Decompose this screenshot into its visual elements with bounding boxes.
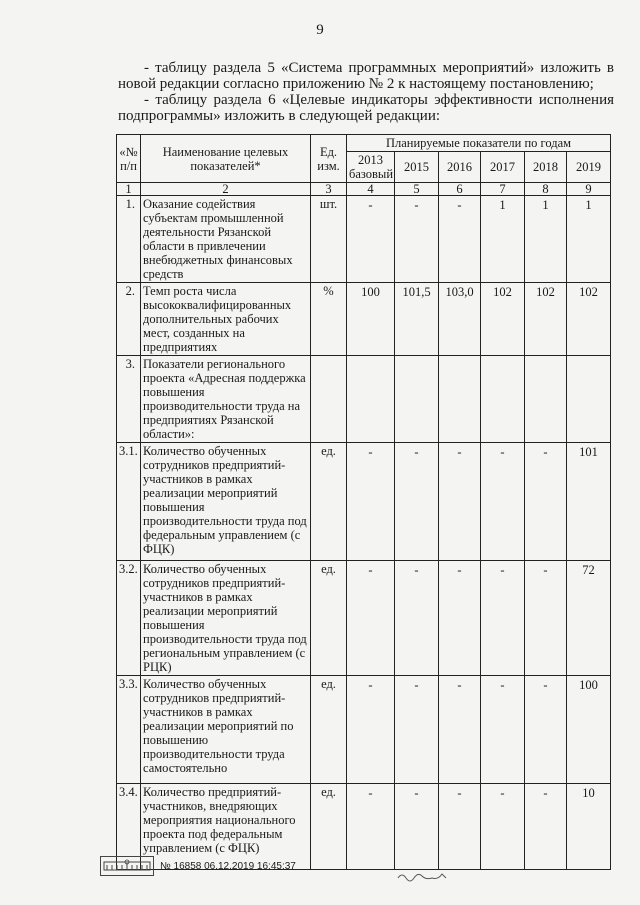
row-value: - <box>347 443 395 561</box>
row-value: - <box>525 561 567 676</box>
row-name: Количество обученных сотрудников предприятий-участников в рамках реализации мероприятий повышения производительности труда под федеральным управлением (с ФЦК) <box>141 443 311 561</box>
row-value: - <box>525 676 567 784</box>
header-year: 2013 базовый <box>347 152 395 183</box>
document-footer <box>100 856 296 876</box>
row-value: 101,5 <box>395 283 439 356</box>
table-row <box>117 561 611 676</box>
column-index: 8 <box>525 183 567 196</box>
target-indicators-table <box>116 134 611 870</box>
row-value <box>525 356 567 443</box>
row-value: 10 <box>567 784 611 870</box>
row-value: - <box>439 443 481 561</box>
row-value: - <box>395 784 439 870</box>
row-value: 101 <box>567 443 611 561</box>
row-value: - <box>347 196 395 283</box>
table-row <box>117 443 611 561</box>
row-unit <box>311 356 347 443</box>
row-value: - <box>395 561 439 676</box>
header-planned: Планируемые показатели по годам <box>347 135 611 152</box>
row-num: 3.1. <box>117 443 141 561</box>
header-year: 2019 <box>567 152 611 183</box>
table-row <box>117 676 611 784</box>
row-value: 102 <box>481 283 525 356</box>
row-name: Количество обученных сотрудников предприятий-участников в рамках реализации мероприятий по повышению производительности труда самостоятельно <box>141 676 311 784</box>
row-value: 100 <box>347 283 395 356</box>
column-index: 7 <box>481 183 525 196</box>
row-value: - <box>395 443 439 561</box>
column-index: 6 <box>439 183 481 196</box>
row-value: - <box>439 196 481 283</box>
row-value: - <box>395 196 439 283</box>
column-index: 9 <box>567 183 611 196</box>
row-value: - <box>439 784 481 870</box>
row-num: 2. <box>117 283 141 356</box>
row-value: - <box>347 676 395 784</box>
row-num: 3.3. <box>117 676 141 784</box>
table-row <box>117 196 611 283</box>
row-value: 1 <box>525 196 567 283</box>
row-value: - <box>347 784 395 870</box>
intro-paragraph-2: - таблицу раздела 6 «Целевые индикаторы эффективности исполнения подпрограммы» изложить в следующей редакции: <box>118 92 614 124</box>
row-value: - <box>347 561 395 676</box>
intro-text <box>118 60 614 124</box>
column-index: 3 <box>311 183 347 196</box>
row-value: 72 <box>567 561 611 676</box>
intro-paragraph-1: - таблицу раздела 5 «Система программных мероприятий» изложить в новой редакции согласно приложению № 2 к настоящему постановлению; <box>118 60 614 92</box>
registry-stamp-icon <box>100 856 154 876</box>
row-value: - <box>481 443 525 561</box>
row-value: 100 <box>567 676 611 784</box>
row-unit: ед. <box>311 676 347 784</box>
row-num: 3. <box>117 356 141 443</box>
row-value: 103,0 <box>439 283 481 356</box>
row-value: - <box>395 676 439 784</box>
row-value: - <box>525 443 567 561</box>
row-num: 1. <box>117 196 141 283</box>
table-row <box>117 356 611 443</box>
row-value: - <box>439 561 481 676</box>
column-index-row <box>117 183 611 196</box>
row-value: 102 <box>567 283 611 356</box>
row-name: Количество обученных сотрудников предприятий-участников в рамках реализации мероприятий повышения производительности труда под региональным управлением (с РЦК) <box>141 561 311 676</box>
row-name: Показатели регионального проекта «Адресная поддержка повышения производительности труда на предприятиях Рязанской области»: <box>141 356 311 443</box>
document-registration: № 16858 06.12.2019 16:45:37 <box>160 860 296 872</box>
row-name: Темп роста числа высококвалифицированных дополнительных рабочих мест, созданных на предприятиях <box>141 283 311 356</box>
page-number: 9 <box>316 22 324 38</box>
header-unit: Ед. изм. <box>311 135 347 183</box>
column-index: 1 <box>117 183 141 196</box>
row-value: - <box>525 784 567 870</box>
row-unit: ед. <box>311 784 347 870</box>
row-value: - <box>481 561 525 676</box>
header-year: 2016 <box>439 152 481 183</box>
header-year: 2017 <box>481 152 525 183</box>
header-year: 2018 <box>525 152 567 183</box>
row-num: 3.4. <box>117 784 141 870</box>
table-row <box>117 283 611 356</box>
header-year: 2015 <box>395 152 439 183</box>
row-value: 102 <box>525 283 567 356</box>
header-name: Наименование целевых показателей* <box>141 135 311 183</box>
row-value <box>481 356 525 443</box>
row-value: - <box>439 676 481 784</box>
handwritten-mark-icon <box>396 870 456 884</box>
row-value: 1 <box>567 196 611 283</box>
row-value <box>395 356 439 443</box>
column-index: 2 <box>141 183 311 196</box>
row-num: 3.2. <box>117 561 141 676</box>
row-unit: шт. <box>311 196 347 283</box>
row-value: 1 <box>481 196 525 283</box>
row-unit: ед. <box>311 443 347 561</box>
row-value <box>347 356 395 443</box>
row-value: - <box>481 784 525 870</box>
row-value: - <box>481 676 525 784</box>
header-num: «№ п/п <box>117 135 141 183</box>
row-name: Количество предприятий-участников, внедряющих мероприятия национального проекта под федеральным управлением (с ФЦК) <box>141 784 311 870</box>
column-index: 5 <box>395 183 439 196</box>
row-name: Оказание содействия субъектам промышленной деятельности Рязанской области в привлечении внебюджетных финансовых средств <box>141 196 311 283</box>
row-unit: % <box>311 283 347 356</box>
row-value <box>439 356 481 443</box>
column-index: 4 <box>347 183 395 196</box>
row-unit: ед. <box>311 561 347 676</box>
row-value <box>567 356 611 443</box>
